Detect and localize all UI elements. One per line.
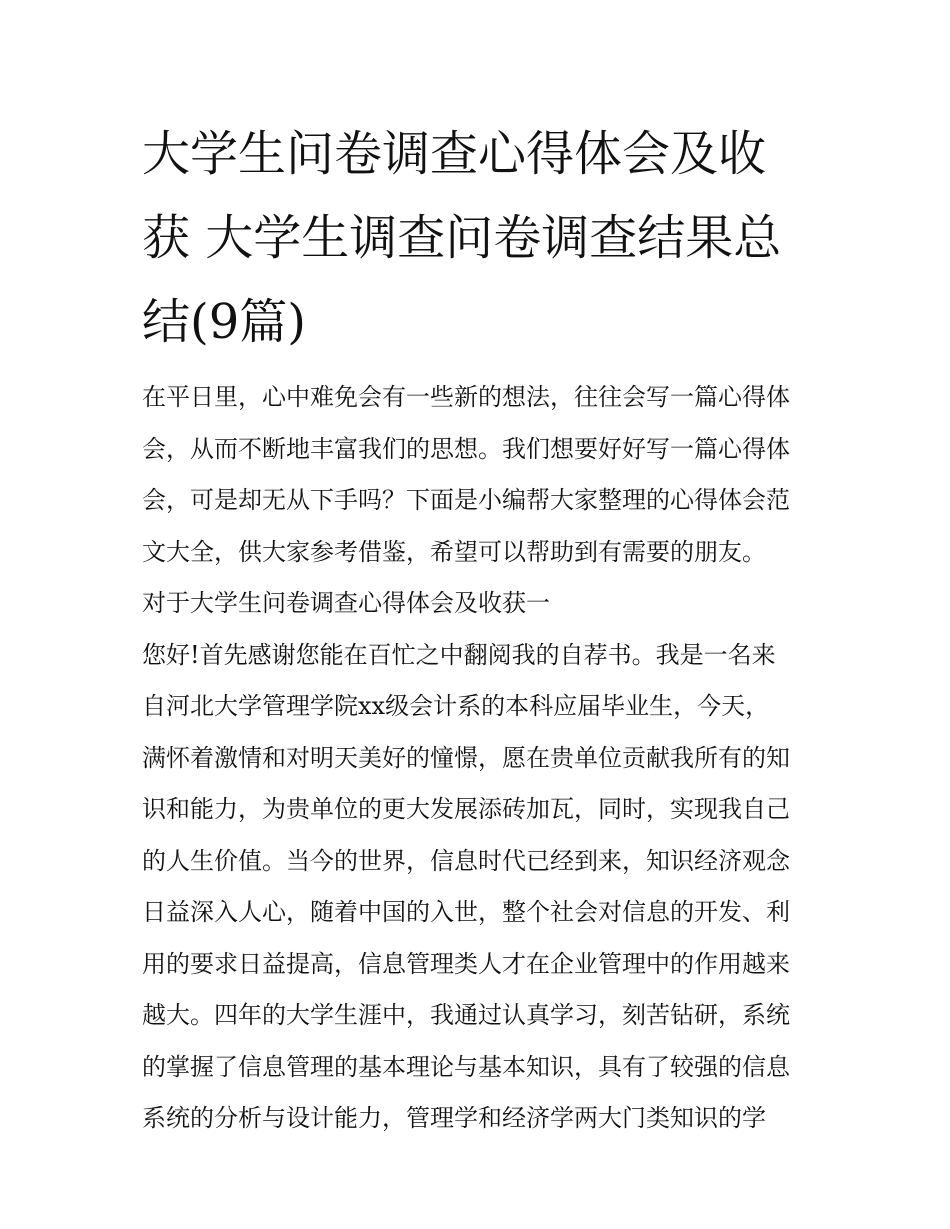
title-line: 大学生问卷调查心得体会及收 <box>142 126 767 182</box>
body-text-line: 的掌握了信息管理的基本理论与基本知识，具有了较强的信息 <box>142 1052 790 1081</box>
body-text-line: 日益深入人心，随着中国的入世，整个社会对信息的开发、利 <box>142 898 790 926</box>
body-text-line: 在平日里，心中难免会有一些新的想法，往往会写一篇心得体 <box>142 383 790 411</box>
section-heading: 对于大学生问卷调查心得体会及收获一 <box>142 589 550 617</box>
body-text-line: 会，可是却无从下手吗？下面是小编帮大家整理的心得体会范 <box>142 486 790 514</box>
body-text-line: 越大。四年的大学生涯中，我通过认真学习，刻苦钻研，系统 <box>142 1001 790 1029</box>
document-body <box>142 372 814 1145</box>
body-text-line: 自河北大学管理学院xx级会计系的本科应届毕业生，今天， <box>142 692 770 720</box>
body-text-line: 您好!首先感谢您能在百忙之中翻阅我的自荐书。我是一名来 <box>142 640 776 669</box>
body-text-line: 文大全，供大家参考借鉴，希望可以帮助到有需要的朋友。 <box>142 537 766 566</box>
body-text-line: 会，从而不断地丰富我们的思想。我们想要好好写一篇心得体 <box>142 434 790 463</box>
body-text-line: 的人生价值。当今的世界，信息时代已经到来，知识经济观念 <box>142 846 790 875</box>
document-title <box>142 112 814 364</box>
body-text-line: 系统的分析与设计能力，管理学和经济学两大门类知识的学 <box>142 1104 766 1132</box>
body-text-line: 用的要求日益提高，信息管理类人才在企业管理中的作用越来 <box>142 949 790 978</box>
document-content <box>142 112 814 1145</box>
title-line: 结(9篇) <box>142 294 306 350</box>
title-line: 获 大学生调查问卷调查结果总 <box>142 210 782 266</box>
body-text-line: 识和能力，为贵单位的更大发展添砖加瓦，同时，实现我自己 <box>142 795 790 823</box>
body-text-line: 满怀着激情和对明天美好的憧憬，愿在贵单位贡献我所有的知 <box>142 743 790 772</box>
